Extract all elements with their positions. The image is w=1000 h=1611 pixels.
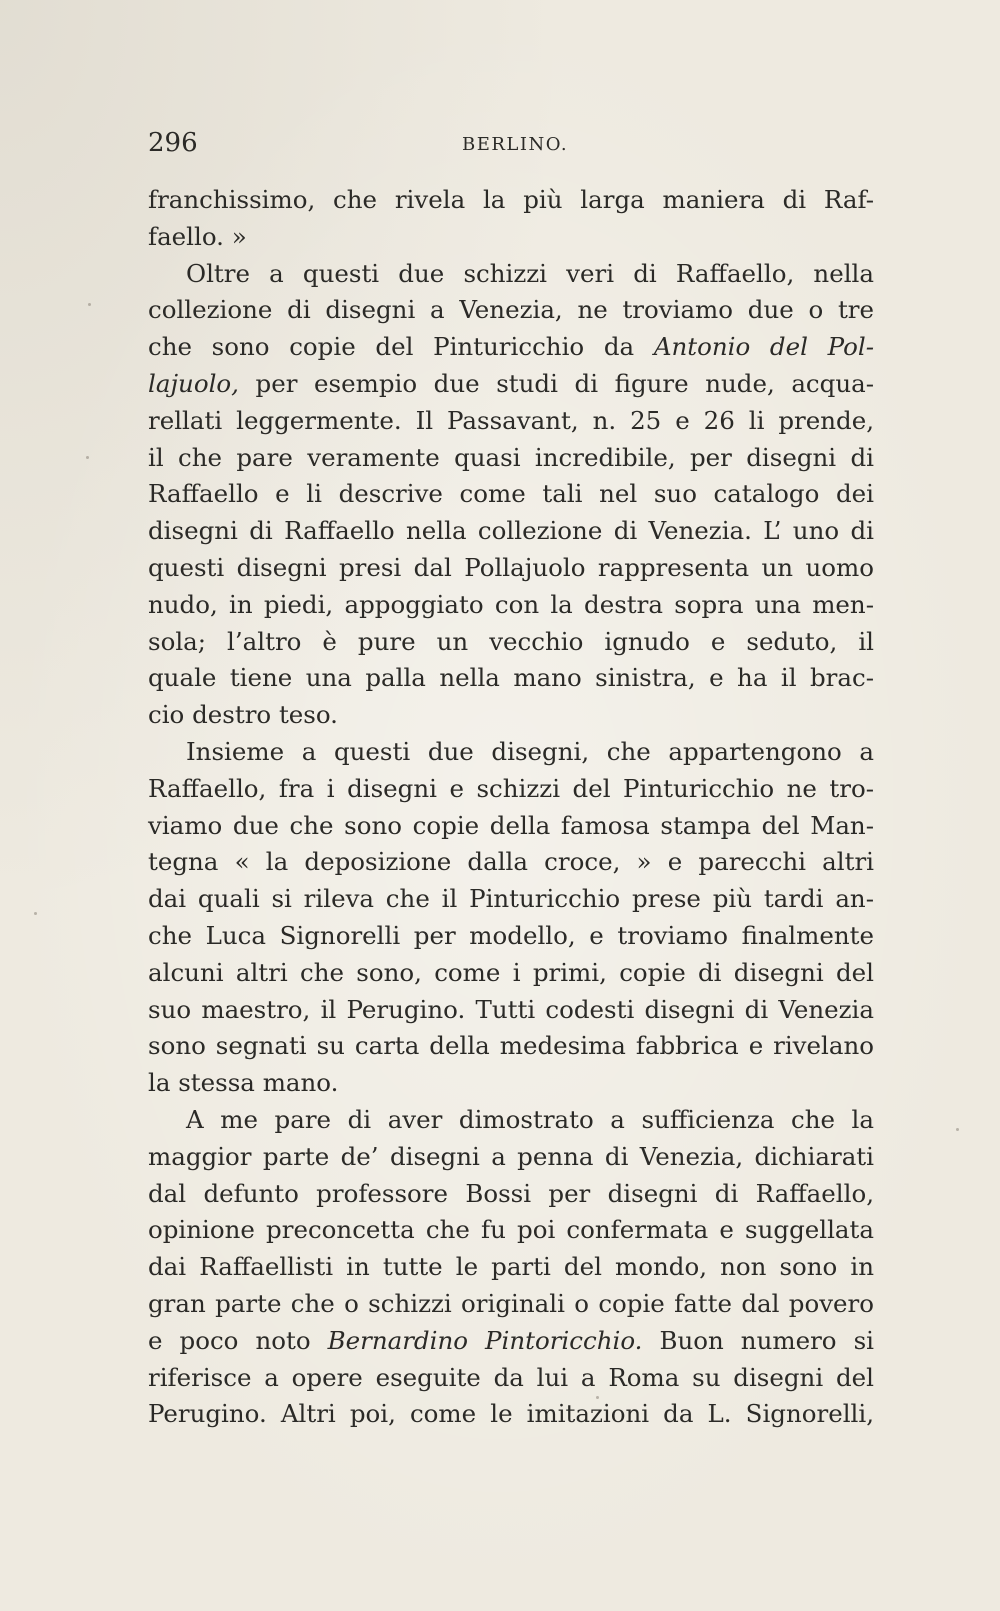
paper-speck (86, 456, 89, 459)
line-text: dai Raffaellisti in tutte le parti del mondo, non sono in (148, 1252, 874, 1282)
line-text: opinione preconcetta che fu poi confermata e suggellata (148, 1215, 874, 1245)
line-text: Raffaello e li descrive come tali nel suo catalogo dei (148, 479, 874, 509)
text-line (148, 881, 874, 918)
paper-speck (956, 1128, 959, 1131)
line-text: Raffaello, fra i disegni e schizzi del Pinturicchio ne tro- (148, 773, 874, 803)
text-line (148, 660, 874, 697)
text-line (148, 697, 874, 734)
line-text: maggior parte de’ disegni a penna di Venezia, dichiarati (148, 1141, 874, 1171)
line-text: tegna « la deposizione dalla croce, » e parecchi altri (148, 847, 874, 877)
text-line (148, 844, 874, 881)
text-line (148, 182, 874, 219)
line-text: collezione di disegni a Venezia, ne troviamo due o tre (148, 295, 874, 325)
text-line (148, 1360, 874, 1397)
line-text: la stessa mano. (148, 1068, 339, 1098)
line-text: viamo due che sono copie della famosa stampa del Man- (148, 810, 874, 840)
italic-name: Antonio del Pol- (653, 332, 874, 362)
text-line (148, 440, 874, 477)
line-text: Oltre a questi due schizzi veri di Raffaello, nella (186, 258, 874, 288)
line-text: che sono copie del Pinturicchio da (148, 332, 654, 362)
line-text: il che pare veramente quasi incredibile, per disegni di (148, 442, 874, 472)
text-line (148, 513, 874, 550)
text-line (148, 1065, 874, 1102)
text-line (148, 256, 874, 293)
text-line (148, 1286, 874, 1323)
paper-speck (596, 1396, 599, 1399)
text-line (148, 1323, 874, 1360)
line-text: dai quali si rileva che il Pinturicchio prese più tardi an- (148, 884, 874, 914)
body-text (148, 182, 874, 1433)
text-line (148, 329, 874, 366)
line-text: alcuni altri che sono, come i primi, copie di disegni del (148, 957, 874, 987)
line-text: rellati leggermente. Il Passavant, n. 25 e 26 li prende, (148, 405, 874, 435)
text-line (148, 219, 874, 256)
text-line (148, 1249, 874, 1286)
running-title: BERLINO. (462, 134, 569, 155)
text-line (148, 1028, 874, 1065)
text-line (148, 476, 874, 513)
line-text: dal defunto professore Bossi per disegni di Raffaello, (148, 1178, 874, 1208)
text-line (148, 992, 874, 1029)
line-text: sono segnati su carta della medesima fabbrica e rivelano (148, 1031, 874, 1061)
line-text: Buon numero si (642, 1325, 874, 1355)
line-text: e poco noto (148, 1325, 328, 1355)
text-line (148, 734, 874, 771)
text-line (148, 1139, 874, 1176)
text-line (148, 1102, 874, 1139)
text-line (148, 1396, 874, 1433)
line-text: suo maestro, il Perugino. Tutti codesti disegni di Venezia (148, 994, 874, 1024)
line-text: A me pare di aver dimostrato a sufficienza che la (186, 1104, 874, 1134)
text-line (148, 550, 874, 587)
line-text: cio destro teso. (148, 700, 338, 730)
text-line (148, 366, 874, 403)
text-line (148, 292, 874, 329)
line-text: gran parte che o schizzi originali o copie fatte dal povero (148, 1288, 874, 1318)
text-line (148, 624, 874, 661)
line-text: nudo, in piedi, appoggiato con la destra sopra una men- (148, 589, 874, 619)
italic-name: lajuolo, (148, 368, 239, 398)
text-line (148, 1212, 874, 1249)
line-text: disegni di Raffaello nella collezione di Venezia. L’ uno di (148, 516, 874, 546)
text-line (148, 587, 874, 624)
line-text: questi disegni presi dal Pollajuolo rappresenta un uomo (148, 552, 874, 582)
line-text: quale tiene una palla nella mano sinistra, e ha il brac- (148, 663, 874, 693)
italic-name: Bernardino Pintoricchio. (327, 1325, 643, 1355)
text-line (148, 808, 874, 845)
line-text: Insieme a questi due disegni, che appartengono a (186, 736, 874, 766)
text-line (148, 1176, 874, 1213)
line-text: per esempio due studi di figure nude, acqua- (238, 368, 874, 398)
paper-speck (88, 303, 91, 306)
line-text: che Luca Signorelli per modello, e troviamo finalmente (148, 920, 874, 950)
line-text: Perugino. Altri poi, come le imitazioni da L. Signorelli, (148, 1399, 874, 1429)
running-head (148, 128, 876, 168)
text-line (148, 955, 874, 992)
line-text: riferisce a opere eseguite da lui a Roma su disegni del (148, 1362, 874, 1392)
text-line (148, 403, 874, 440)
line-text: sola; l’altro è pure un vecchio ignudo e seduto, il (148, 626, 874, 656)
paper-speck (34, 912, 37, 915)
text-line (148, 918, 874, 955)
text-line (148, 771, 874, 808)
line-text: faello. » (148, 221, 247, 251)
page-number: 296 (148, 128, 198, 158)
line-text: franchissimo, che rivela la più larga maniera di Raf- (148, 185, 874, 214)
